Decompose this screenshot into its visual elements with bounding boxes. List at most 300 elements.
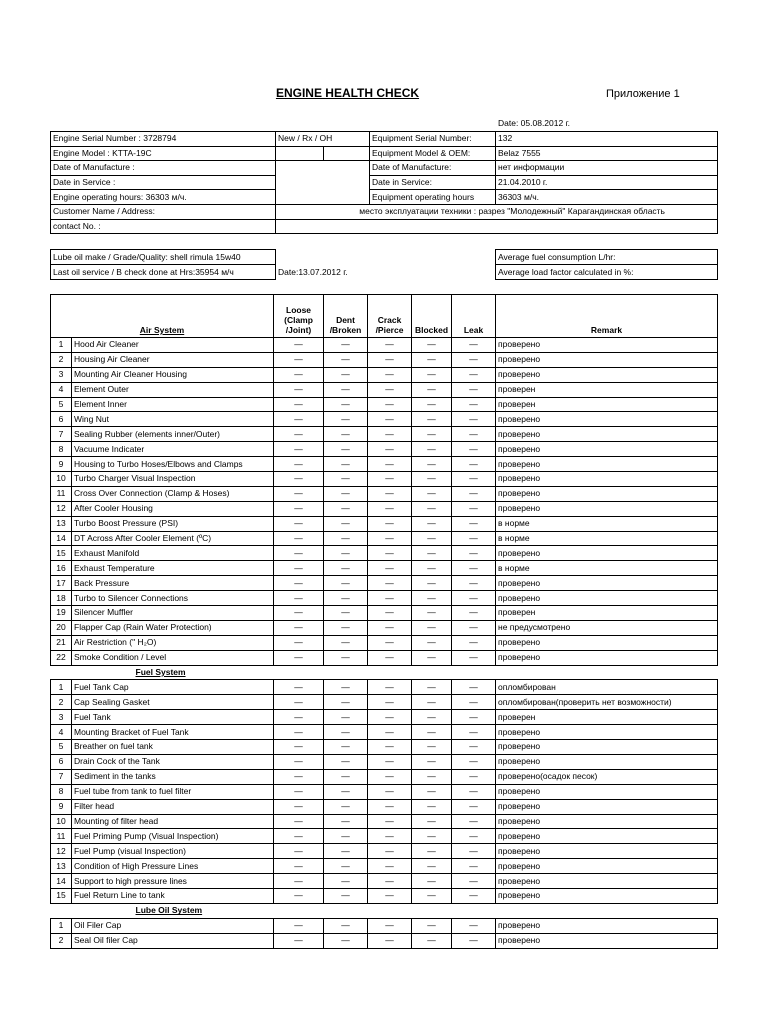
check-leak: — <box>452 814 496 829</box>
table-row <box>51 680 718 695</box>
check-crack: — <box>368 933 412 948</box>
remark: проверено <box>496 427 718 442</box>
remark: опломбирован(проверить нет возможности) <box>496 695 718 710</box>
table-row <box>51 412 718 427</box>
check-blocked: — <box>412 874 452 889</box>
item-name: Seal Oil filer Cap <box>72 933 274 948</box>
remark: проверено <box>496 442 718 457</box>
check-leak: — <box>452 382 496 397</box>
check-blocked: — <box>412 516 452 531</box>
check-blocked: — <box>412 427 452 442</box>
check-blocked: — <box>412 486 452 501</box>
check-loose: — <box>274 740 324 755</box>
check-blocked: — <box>412 740 452 755</box>
column-header-blocked: Blocked <box>412 295 452 338</box>
remark: проверено <box>496 918 718 933</box>
check-dent: — <box>324 367 368 382</box>
table-row <box>51 874 718 889</box>
check-leak: — <box>452 591 496 606</box>
row-number: 6 <box>51 412 72 427</box>
check-leak: — <box>452 829 496 844</box>
check-dent: — <box>324 769 368 784</box>
check-crack: — <box>368 546 412 561</box>
row-number: 11 <box>51 486 72 501</box>
check-leak: — <box>452 859 496 874</box>
check-loose: — <box>274 352 324 367</box>
row-number: 12 <box>51 501 72 516</box>
eq-model-value: Belaz 7555 <box>496 146 718 161</box>
customer-value: место эксплуатации техники : разрез "Молодежный" Карагандинская область <box>276 204 718 219</box>
check-leak: — <box>452 576 496 591</box>
row-number: 8 <box>51 442 72 457</box>
remark: в норме <box>496 531 718 546</box>
check-crack: — <box>368 620 412 635</box>
check-blocked: — <box>412 576 452 591</box>
check-dent: — <box>324 516 368 531</box>
row-number: 2 <box>51 933 72 948</box>
check-dent: — <box>324 799 368 814</box>
check-blocked: — <box>412 859 452 874</box>
remark: проверено(осадок песок) <box>496 769 718 784</box>
check-crack: — <box>368 427 412 442</box>
check-blocked: — <box>412 829 452 844</box>
check-dent: — <box>324 784 368 799</box>
row-number: 5 <box>51 740 72 755</box>
check-crack: — <box>368 680 412 695</box>
blank-cell <box>276 146 324 161</box>
table-row <box>51 710 718 725</box>
check-dent: — <box>324 695 368 710</box>
item-name: Exhaust Temperature <box>72 561 274 576</box>
row-number: 6 <box>51 754 72 769</box>
check-leak: — <box>452 531 496 546</box>
item-name: Filter head <box>72 799 274 814</box>
row-number: 10 <box>51 472 72 487</box>
remark: проверено <box>496 740 718 755</box>
check-blocked: — <box>412 531 452 546</box>
row-number: 18 <box>51 591 72 606</box>
row-number: 5 <box>51 397 72 412</box>
check-crack: — <box>368 457 412 472</box>
check-blocked: — <box>412 695 452 710</box>
check-dent: — <box>324 561 368 576</box>
check-blocked: — <box>412 606 452 621</box>
check-blocked: — <box>412 591 452 606</box>
check-dent: — <box>324 740 368 755</box>
check-leak: — <box>452 472 496 487</box>
row-number: 4 <box>51 382 72 397</box>
remark: проверено <box>496 472 718 487</box>
item-name: Oil Filer Cap <box>72 918 274 933</box>
table-row <box>51 442 718 457</box>
check-blocked: — <box>412 888 452 903</box>
check-crack: — <box>368 650 412 665</box>
section-header-row <box>51 903 718 918</box>
check-dent: — <box>324 501 368 516</box>
check-blocked: — <box>412 546 452 561</box>
item-name: Turbo Charger Visual Inspection <box>72 472 274 487</box>
check-blocked: — <box>412 754 452 769</box>
check-crack: — <box>368 635 412 650</box>
item-name: Fuel Priming Pump (Visual Inspection) <box>72 829 274 844</box>
remark: проверен <box>496 397 718 412</box>
item-name: Smoke Condition / Level <box>72 650 274 665</box>
check-blocked: — <box>412 784 452 799</box>
last-oil-service: Last oil service / B check done at Hrs:35954 м/ч <box>51 265 276 280</box>
check-leak: — <box>452 740 496 755</box>
remark: проверено <box>496 352 718 367</box>
check-loose: — <box>274 620 324 635</box>
remark: проверено <box>496 412 718 427</box>
check-dent: — <box>324 412 368 427</box>
table-row <box>51 754 718 769</box>
check-crack: — <box>368 501 412 516</box>
check-dent: — <box>324 591 368 606</box>
check-loose: — <box>274 799 324 814</box>
table-row <box>51 427 718 442</box>
check-loose: — <box>274 442 324 457</box>
item-name: Mounting Air Cleaner Housing <box>72 367 274 382</box>
table-row <box>51 516 718 531</box>
table-row <box>51 695 718 710</box>
check-leak: — <box>452 874 496 889</box>
check-dent: — <box>324 546 368 561</box>
item-name: Fuel Tank Cap <box>72 680 274 695</box>
item-name: Drain Cock of the Tank <box>72 754 274 769</box>
table-row <box>51 561 718 576</box>
remark: проверен <box>496 710 718 725</box>
row-number: 10 <box>51 814 72 829</box>
check-crack: — <box>368 472 412 487</box>
check-blocked: — <box>412 918 452 933</box>
check-leak: — <box>452 412 496 427</box>
last-service-date: Date:13.07.2012 г. <box>278 266 348 277</box>
item-name: Sealing Rubber (elements inner/Outer) <box>72 427 274 442</box>
check-crack: — <box>368 918 412 933</box>
check-loose: — <box>274 754 324 769</box>
check-dent: — <box>324 620 368 635</box>
table-header-row <box>51 295 718 338</box>
item-name: Wing Nut <box>72 412 274 427</box>
table-row <box>51 486 718 501</box>
check-leak: — <box>452 546 496 561</box>
remark: проверено <box>496 367 718 382</box>
load-factor: Average load factor calculated in %: <box>496 265 718 280</box>
check-blocked: — <box>412 561 452 576</box>
item-name: Sediment in the tanks <box>72 769 274 784</box>
item-name: Fuel Return Line to tank <box>72 888 274 903</box>
eq-hours-value: 36303 м/ч. <box>496 190 718 205</box>
check-leak: — <box>452 710 496 725</box>
row-number: 1 <box>51 680 72 695</box>
check-blocked: — <box>412 338 452 353</box>
check-leak: — <box>452 457 496 472</box>
check-crack: — <box>368 561 412 576</box>
check-blocked: — <box>412 382 452 397</box>
column-header-remark: Remark <box>496 295 718 338</box>
row-number: 19 <box>51 606 72 621</box>
row-number: 2 <box>51 352 72 367</box>
check-blocked: — <box>412 501 452 516</box>
section-title: Air System <box>51 295 274 338</box>
table-row <box>51 501 718 516</box>
row-number: 17 <box>51 576 72 591</box>
item-name: Breather on fuel tank <box>72 740 274 755</box>
remark: проверено <box>496 457 718 472</box>
table-row <box>51 844 718 859</box>
check-crack: — <box>368 576 412 591</box>
check-dent: — <box>324 576 368 591</box>
check-leak: — <box>452 442 496 457</box>
remark: проверено <box>496 784 718 799</box>
check-loose: — <box>274 486 324 501</box>
table-row <box>51 635 718 650</box>
table-row <box>51 918 718 933</box>
check-leak: — <box>452 501 496 516</box>
row-number: 3 <box>51 367 72 382</box>
column-header-leak: Leak <box>452 295 496 338</box>
check-crack: — <box>368 784 412 799</box>
check-loose: — <box>274 546 324 561</box>
eq-manufacture-label: Date of Manufacture: <box>370 161 496 176</box>
table-row <box>51 859 718 874</box>
remark: проверено <box>496 546 718 561</box>
page-title: ENGINE HEALTH CHECK <box>275 86 420 100</box>
check-dent: — <box>324 397 368 412</box>
check-loose: — <box>274 367 324 382</box>
fuel-consumption: Average fuel consumption L/hr: <box>496 250 718 265</box>
table-row <box>51 546 718 561</box>
table-row <box>51 888 718 903</box>
item-name: Cap Sealing Gasket <box>72 695 274 710</box>
check-dent: — <box>324 650 368 665</box>
remark: проверен <box>496 606 718 621</box>
check-blocked: — <box>412 457 452 472</box>
check-leak: — <box>452 888 496 903</box>
eq-manufacture-value: нет информации <box>496 161 718 176</box>
check-crack: — <box>368 769 412 784</box>
check-dent: — <box>324 382 368 397</box>
check-leak: — <box>452 933 496 948</box>
row-number: 11 <box>51 829 72 844</box>
item-name: Turbo Boost Pressure (PSI) <box>72 516 274 531</box>
check-blocked: — <box>412 680 452 695</box>
new-rx-oh: New / Rx / OH <box>276 132 370 147</box>
check-crack: — <box>368 442 412 457</box>
check-leak: — <box>452 680 496 695</box>
remark: проверено <box>496 591 718 606</box>
eq-serial-value: 132 <box>496 132 718 147</box>
check-dent: — <box>324 606 368 621</box>
remark: проверено <box>496 874 718 889</box>
check-crack: — <box>368 859 412 874</box>
row-number: 15 <box>51 888 72 903</box>
check-blocked: — <box>412 352 452 367</box>
table-row <box>51 531 718 546</box>
check-dent: — <box>324 814 368 829</box>
check-blocked: — <box>412 472 452 487</box>
customer-label: Customer Name / Address: <box>51 204 276 219</box>
row-number: 8 <box>51 784 72 799</box>
check-leak: — <box>452 397 496 412</box>
check-dent: — <box>324 635 368 650</box>
check-dent: — <box>324 457 368 472</box>
remark: проверено <box>496 888 718 903</box>
check-dent: — <box>324 725 368 740</box>
table-row <box>51 740 718 755</box>
table-row <box>51 769 718 784</box>
item-name: DT Across After Cooler Element (ºC) <box>72 531 274 546</box>
check-leak: — <box>452 799 496 814</box>
table-row <box>51 472 718 487</box>
remark: проверено <box>496 829 718 844</box>
eq-service-label: Date in Service: <box>370 175 496 190</box>
check-crack: — <box>368 725 412 740</box>
check-leak: — <box>452 695 496 710</box>
item-name: Housing Air Cleaner <box>72 352 274 367</box>
item-name: Fuel Pump (visual Inspection) <box>72 844 274 859</box>
check-loose: — <box>274 888 324 903</box>
remark: проверено <box>496 635 718 650</box>
check-loose: — <box>274 576 324 591</box>
check-leak: — <box>452 725 496 740</box>
check-crack: — <box>368 710 412 725</box>
remark: проверено <box>496 650 718 665</box>
remark: проверено <box>496 576 718 591</box>
check-leak: — <box>452 367 496 382</box>
check-dent: — <box>324 680 368 695</box>
check-crack: — <box>368 844 412 859</box>
row-number: 14 <box>51 874 72 889</box>
eq-serial-label: Equipment Serial Number: <box>370 132 496 147</box>
item-name: Exhaust Manifold <box>72 546 274 561</box>
engine-serial: Engine Serial Number : 3728794 <box>51 132 276 147</box>
item-name: Mounting of filter head <box>72 814 274 829</box>
remark: проверено <box>496 844 718 859</box>
appendix-label: Приложение 1 <box>606 88 680 100</box>
row-number: 16 <box>51 561 72 576</box>
check-crack: — <box>368 740 412 755</box>
item-name: Condition of High Pressure Lines <box>72 859 274 874</box>
check-loose: — <box>274 338 324 353</box>
check-crack: — <box>368 799 412 814</box>
section-title: Lube Oil System <box>135 905 203 916</box>
check-loose: — <box>274 680 324 695</box>
item-name: Fuel Tank <box>72 710 274 725</box>
check-crack: — <box>368 412 412 427</box>
check-leak: — <box>452 338 496 353</box>
remark: проверено <box>496 859 718 874</box>
check-loose: — <box>274 695 324 710</box>
column-header-dent: Dent /Broken <box>324 295 368 338</box>
table-row <box>51 784 718 799</box>
blank-cell <box>276 161 370 205</box>
check-loose: — <box>274 606 324 621</box>
check-leak: — <box>452 635 496 650</box>
date-service: Date in Service : <box>51 175 276 190</box>
table-row <box>51 576 718 591</box>
check-loose: — <box>274 382 324 397</box>
row-number: 9 <box>51 457 72 472</box>
remark: опломбирован <box>496 680 718 695</box>
check-dent: — <box>324 531 368 546</box>
row-number: 22 <box>51 650 72 665</box>
check-leak: — <box>452 606 496 621</box>
table-row <box>51 352 718 367</box>
inspection-table <box>50 294 718 949</box>
check-loose: — <box>274 457 324 472</box>
remark: проверено <box>496 933 718 948</box>
row-number: 21 <box>51 635 72 650</box>
check-loose: — <box>274 710 324 725</box>
check-blocked: — <box>412 620 452 635</box>
check-crack: — <box>368 888 412 903</box>
check-dent: — <box>324 710 368 725</box>
remark: проверено <box>496 338 718 353</box>
item-name: Air Restriction (" H₂O) <box>72 635 274 650</box>
row-number: 9 <box>51 799 72 814</box>
remark: проверено <box>496 501 718 516</box>
row-number: 7 <box>51 427 72 442</box>
check-leak: — <box>452 516 496 531</box>
table-row <box>51 829 718 844</box>
table-row <box>51 814 718 829</box>
check-loose: — <box>274 591 324 606</box>
engine-model: Engine Model : KTTA-19C <box>51 146 276 161</box>
check-crack: — <box>368 397 412 412</box>
remark: проверено <box>496 814 718 829</box>
check-dent: — <box>324 918 368 933</box>
item-name: Hood Air Cleaner <box>72 338 274 353</box>
contact-value <box>276 219 718 234</box>
check-dent: — <box>324 874 368 889</box>
table-row <box>51 591 718 606</box>
check-leak: — <box>452 784 496 799</box>
check-loose: — <box>274 650 324 665</box>
row-number: 1 <box>51 918 72 933</box>
check-leak: — <box>452 918 496 933</box>
check-loose: — <box>274 933 324 948</box>
table-row <box>51 397 718 412</box>
remark: проверено <box>496 486 718 501</box>
check-loose: — <box>274 516 324 531</box>
check-dent: — <box>324 352 368 367</box>
check-crack: — <box>368 338 412 353</box>
check-blocked: — <box>412 367 452 382</box>
check-dent: — <box>324 442 368 457</box>
check-crack: — <box>368 531 412 546</box>
check-blocked: — <box>412 412 452 427</box>
check-blocked: — <box>412 397 452 412</box>
item-name: Flapper Cap (Rain Water Protection) <box>72 620 274 635</box>
check-blocked: — <box>412 933 452 948</box>
check-leak: — <box>452 844 496 859</box>
document-date: Date: 05.08.2012 г. <box>498 118 571 128</box>
check-loose: — <box>274 844 324 859</box>
check-dent: — <box>324 754 368 769</box>
lube-oil: Lube oil make / Grade/Quality: shell rimula 15w40 <box>51 250 276 265</box>
remark: проверено <box>496 799 718 814</box>
check-loose: — <box>274 472 324 487</box>
check-crack: — <box>368 606 412 621</box>
check-loose: — <box>274 427 324 442</box>
check-blocked: — <box>412 769 452 784</box>
item-name: Fuel tube from tank to fuel filter <box>72 784 274 799</box>
item-name: After Cooler Housing <box>72 501 274 516</box>
date-manufacture: Date of Manufacture : <box>51 161 276 176</box>
check-blocked: — <box>412 799 452 814</box>
blank-cell <box>324 146 370 161</box>
